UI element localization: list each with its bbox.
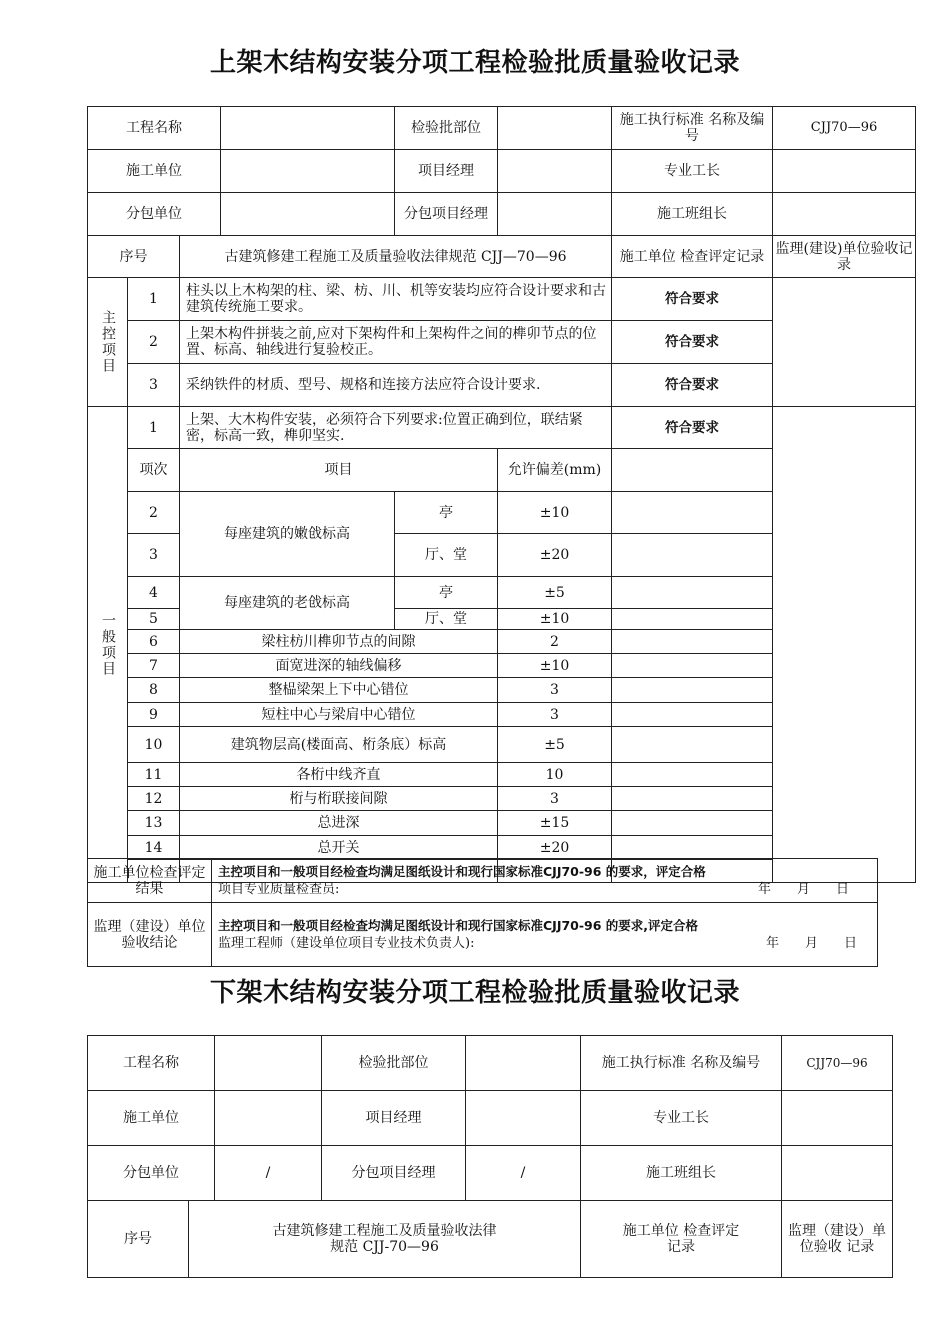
tol-row-tol: ±10	[498, 609, 612, 630]
subcontractor-value[interactable]: /	[215, 1146, 322, 1201]
date-year: 年	[757, 881, 771, 897]
tol-check-cell[interactable]	[612, 630, 773, 654]
tol-check-cell[interactable]	[612, 577, 773, 609]
column-accept: 监理(建设)单位验收记录	[773, 236, 916, 278]
tol-row-tol: 10	[498, 763, 612, 787]
tol-row-sub: 厅、堂	[395, 609, 498, 630]
tol-row-item: 整榀梁架上下中心错位	[180, 678, 498, 703]
tol-row-sub: 厅、堂	[395, 534, 498, 577]
tol-row-no: 13	[128, 811, 180, 836]
tol-check-cell[interactable]	[612, 836, 773, 860]
supervision-conclusion-label: 监理（建设）单位验收结论	[88, 903, 212, 967]
tol-row-item: 每座建筑的嫩戗标高	[180, 492, 395, 577]
project-manager-label: 项目经理	[322, 1091, 466, 1146]
main-item-result: 符合要求	[612, 364, 773, 407]
column-check: 施工单位 检查评定记录	[581, 1201, 782, 1278]
main-item-text: 采纳铁件的材质、型号、规格和连接方法应符合设计要求.	[180, 364, 612, 407]
general-accept-cell[interactable]	[773, 407, 916, 883]
general-item-result: 符合要求	[612, 407, 773, 449]
inspection-part-value[interactable]	[466, 1036, 581, 1091]
tol-row-sub: 亭	[395, 492, 498, 534]
main-item-no: 1	[128, 278, 180, 321]
project-manager-label: 项目经理	[395, 150, 498, 193]
foreman-value[interactable]	[773, 150, 916, 193]
standard-value: CJJ70—96	[773, 107, 916, 150]
tol-row-no: 4	[128, 577, 180, 609]
tol-row-item: 各桁中线齐直	[180, 763, 498, 787]
tol-row-no: 5	[128, 609, 180, 630]
column-accept: 监理（建设）单位验收 记录	[782, 1201, 893, 1278]
subcontractor-label: 分包单位	[88, 193, 221, 236]
tol-row-tol: 3	[498, 678, 612, 703]
standard-value: CJJ70—96	[782, 1036, 893, 1091]
conclusion-date	[740, 935, 857, 953]
main-group-label: 主控项目	[88, 278, 128, 407]
supervising-engineer-label: 监理工程师（建设单位项目专业技术负责人):	[218, 935, 475, 951]
tol-check-cell[interactable]	[612, 811, 773, 836]
construction-conclusion-text: 主控项目和一般项目经检查均满足图纸设计和现行国家标准CJJ70-96 的要求，评定合格	[218, 863, 706, 879]
tol-row-item: 梁柱枋川榫卯节点的间隙	[180, 630, 498, 654]
sub-manager-value[interactable]	[498, 193, 612, 236]
tol-row-tol: ±10	[498, 492, 612, 534]
tol-row-item: 总开关	[180, 836, 498, 860]
sub-manager-label: 分包项目经理	[395, 193, 498, 236]
project-name-value[interactable]	[215, 1036, 322, 1091]
tol-check-cell[interactable]	[612, 787, 773, 811]
tol-row-no: 9	[128, 703, 180, 727]
tol-row-item: 桁与桁联接间隙	[180, 787, 498, 811]
foreman-label: 专业工长	[612, 150, 773, 193]
tol-row-item: 面宽进深的轴线偏移	[180, 654, 498, 678]
inspection-part-label: 检验批部位	[322, 1036, 466, 1091]
tol-check-cell[interactable]	[612, 727, 773, 763]
team-leader-value[interactable]	[782, 1146, 893, 1201]
tol-row-item: 每座建筑的老戗标高	[180, 577, 395, 630]
tol-row-no: 6	[128, 630, 180, 654]
tol-row-no: 3	[128, 534, 180, 577]
sub-manager-label: 分包项目经理	[322, 1146, 466, 1201]
standard-label: 施工执行标准 名称及编号	[612, 107, 773, 150]
tol-row-tol: 2	[498, 630, 612, 654]
conclusion-table	[87, 858, 878, 967]
main-item-text: 柱头以上木构架的柱、梁、枋、川、机等安装均应符合设计要求和古建筑传统施工要求。	[180, 278, 612, 321]
tol-row-item: 短柱中心与梁肩中心错位	[180, 703, 498, 727]
tol-row-no: 10	[128, 727, 180, 763]
tol-header-tol: 允许偏差(mm)	[498, 449, 612, 492]
tol-check-cell[interactable]	[612, 703, 773, 727]
tol-row-sub: 亭	[395, 577, 498, 609]
general-item-text: 上架、大木构件安装，必须符合下列要求:位置正确到位，联结紧密，标高一致，榫卯坚实.	[180, 407, 612, 449]
upper-acceptance-table	[87, 106, 916, 883]
tol-row-tol: 3	[498, 787, 612, 811]
column-seq: 序号	[88, 1201, 189, 1278]
foreman-label: 专业工长	[581, 1091, 782, 1146]
tol-row-item: 总进深	[180, 811, 498, 836]
quality-inspector-label: 项目专业质量检查员:	[218, 881, 340, 897]
inspection-part-label: 检验批部位	[395, 107, 498, 150]
project-name-value[interactable]	[221, 107, 395, 150]
tol-row-no: 8	[128, 678, 180, 703]
tol-row-tol: ±5	[498, 727, 612, 763]
supervision-conclusion-text: 主控项目和一般项目经检查均满足图纸设计和现行国家标准CJJ70-96 的要求,评定合格	[218, 917, 699, 933]
date-month: 月	[796, 881, 810, 897]
construction-unit-label: 施工单位	[88, 150, 221, 193]
tol-row-tol: ±10	[498, 654, 612, 678]
tol-row-tol: 3	[498, 703, 612, 727]
tol-header-item: 项目	[180, 449, 498, 492]
project-manager-value[interactable]	[466, 1091, 581, 1146]
page-title-lower: 下架木结构安装分项工程检验批质量验收记录	[209, 978, 740, 1008]
date-day: 日	[843, 935, 857, 951]
column-spec: 古建筑修建工程施工及质量验收法律规范 CJJ—70—96	[180, 236, 612, 278]
tol-row-no: 11	[128, 763, 180, 787]
tol-row-no: 14	[128, 836, 180, 860]
subcontractor-value[interactable]	[221, 193, 395, 236]
construction-unit-label: 施工单位	[88, 1091, 215, 1146]
tol-row-tol: ±20	[498, 836, 612, 860]
date-month: 月	[804, 935, 818, 951]
date-day: 日	[835, 881, 849, 897]
tol-row-tol: ±5	[498, 577, 612, 609]
team-leader-label: 施工班组长	[581, 1146, 782, 1201]
tol-row-no: 12	[128, 787, 180, 811]
main-item-no: 2	[128, 321, 180, 364]
column-check: 施工单位 检查评定记录	[612, 236, 773, 278]
project-name-label: 工程名称	[88, 107, 221, 150]
tol-check-cell[interactable]	[612, 654, 773, 678]
main-item-result: 符合要求	[612, 321, 773, 364]
tol-row-tol: ±20	[498, 534, 612, 577]
tol-check-cell[interactable]	[612, 609, 773, 630]
construction-unit-value[interactable]	[221, 150, 395, 193]
tol-check-cell[interactable]	[612, 492, 773, 534]
supervision-conclusion-cell	[212, 903, 878, 967]
main-item-no: 3	[128, 364, 180, 407]
tol-row-item: 建筑物层高(楼面高、桁条底）标高	[180, 727, 498, 763]
tol-check-cell[interactable]	[612, 678, 773, 703]
main-item-result: 符合要求	[612, 278, 773, 321]
conclusion-date	[732, 881, 849, 899]
main-item-text: 上架木构件拼装之前,应对下架构件和上架构件之间的榫卯节点的位置、标高、轴线进行复验校正。	[180, 321, 612, 364]
construction-conclusion-label: 施工单位检查评定结果	[88, 859, 212, 903]
main-accept-cell[interactable]	[773, 278, 916, 407]
tol-header-no: 项次	[128, 449, 180, 492]
general-group-label: 一般项目	[88, 407, 128, 883]
column-spec: 古建筑修建工程施工及质量验收法律规范 CJJ-70—96	[189, 1201, 581, 1278]
sub-manager-value[interactable]: /	[466, 1146, 581, 1201]
team-leader-value[interactable]	[773, 193, 916, 236]
lower-acceptance-table	[87, 1035, 893, 1278]
page-title-upper: 上架木结构安装分项工程检验批质量验收记录	[209, 48, 740, 78]
tol-check-cell[interactable]	[612, 449, 773, 492]
date-year: 年	[765, 935, 779, 951]
standard-label: 施工执行标准 名称及编号	[581, 1036, 782, 1091]
foreman-value[interactable]	[782, 1091, 893, 1146]
project-name-label: 工程名称	[88, 1036, 215, 1091]
subcontractor-label: 分包单位	[88, 1146, 215, 1201]
column-seq: 序号	[88, 236, 180, 278]
project-manager-value[interactable]	[498, 150, 612, 193]
general-item-no: 1	[128, 407, 180, 449]
tol-row-no: 2	[128, 492, 180, 534]
tol-row-tol: ±15	[498, 811, 612, 836]
tol-row-no: 7	[128, 654, 180, 678]
inspection-part-value[interactable]	[498, 107, 612, 150]
tol-check-cell[interactable]	[612, 534, 773, 577]
team-leader-label: 施工班组长	[612, 193, 773, 236]
tol-check-cell[interactable]	[612, 763, 773, 787]
construction-unit-value[interactable]	[215, 1091, 322, 1146]
construction-conclusion-cell	[212, 859, 878, 903]
